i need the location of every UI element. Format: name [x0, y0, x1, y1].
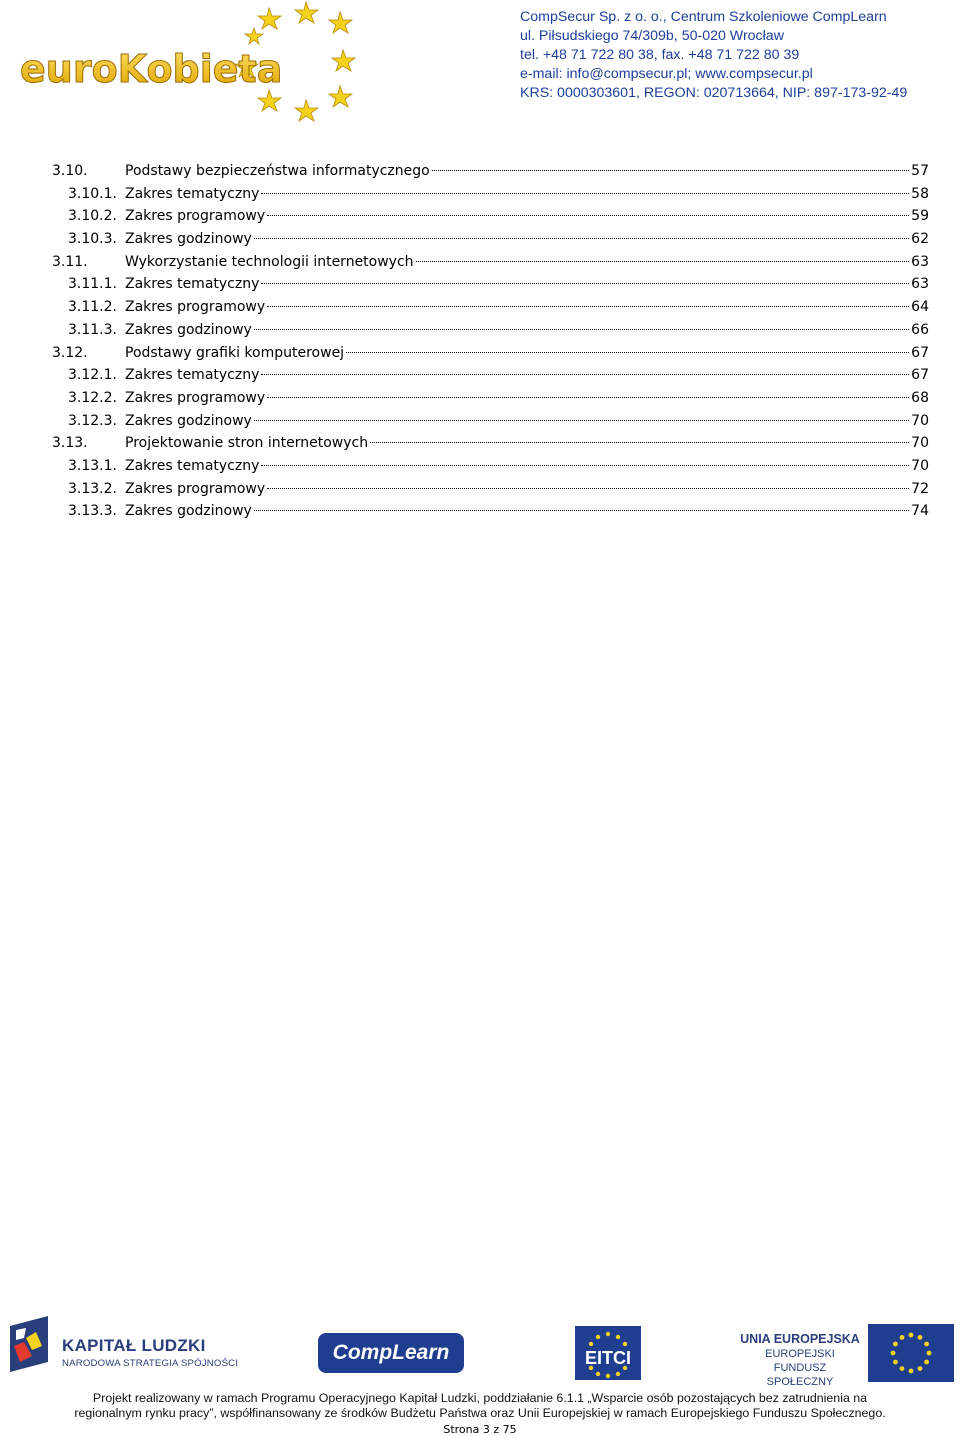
- toc-entry-page: 62: [911, 231, 929, 248]
- ue-title: UNIA EUROPEJSKA: [740, 1332, 860, 1346]
- toc-entry-number: 3.13.3.: [68, 503, 117, 520]
- toc-leader-dots: [254, 329, 909, 330]
- toc-leader-dots: [346, 352, 909, 353]
- toc-entry-page: 72: [911, 480, 929, 497]
- toc-entry-title: Zakres tematyczny: [125, 457, 260, 474]
- toc-entry[interactable]: [52, 500, 929, 523]
- toc-entry-number: 3.11.3.: [68, 321, 117, 338]
- toc-entry-title: Podstawy grafiki komputerowej: [125, 344, 345, 361]
- toc-entry-page: 70: [911, 412, 929, 429]
- toc-entry-page: 57: [911, 163, 929, 179]
- toc-leader-dots: [432, 170, 909, 171]
- toc-entry-title: Zakres tematyczny: [125, 185, 260, 202]
- toc-entry[interactable]: [52, 251, 929, 274]
- toc-entry-number: 3.13.1.: [68, 457, 117, 474]
- toc-entry-number: 3.12.: [52, 344, 88, 361]
- toc-entry[interactable]: [52, 364, 929, 387]
- toc-entry-number: 3.13.: [52, 435, 88, 452]
- toc-leader-dots: [254, 420, 909, 421]
- toc-entry-number: 3.13.2.: [68, 480, 117, 497]
- toc-entry-title: Zakres programowy: [125, 208, 266, 225]
- toc-leader-dots: [254, 238, 909, 239]
- kapital-ludzki-subtitle: NARODOWA STRATEGIA SPÓJNOŚCI: [62, 1358, 239, 1369]
- toc-entry-number: 3.12.3.: [68, 412, 117, 429]
- toc-leader-dots: [267, 306, 909, 307]
- toc-entry-title: Zakres programowy: [125, 389, 266, 406]
- ue-sub-2: FUNDUSZ SPOŁECZNY: [766, 1362, 834, 1388]
- toc-entry-page: 58: [911, 185, 929, 202]
- toc-entry[interactable]: [52, 296, 929, 319]
- company-line: KRS: 0000303601, REGON: 020713664, NIP: 897-173-92-49: [520, 85, 908, 101]
- toc-entry-title: Zakres programowy: [125, 299, 266, 316]
- toc-entry-page: 68: [911, 389, 929, 406]
- toc-entry-title: Zakres tematyczny: [125, 276, 260, 293]
- toc-entry-page: 63: [911, 253, 929, 270]
- toc-entry-title: Zakres godzinowy: [125, 503, 252, 520]
- kapital-ludzki-title: KAPITAŁ LUDZKI: [62, 1336, 206, 1355]
- toc-entry[interactable]: [52, 273, 929, 296]
- toc-entry-number: 3.10.2.: [68, 208, 117, 225]
- toc-entry-page: 70: [911, 435, 929, 452]
- toc-entry-page: 74: [911, 503, 929, 520]
- toc-entry[interactable]: [52, 183, 929, 206]
- company-line: tel. +48 71 722 80 38, fax. +48 71 722 80 39: [520, 47, 800, 63]
- toc-leader-dots: [370, 442, 909, 443]
- toc-entry-page: 67: [911, 367, 929, 384]
- eu-flag-icon: [868, 1324, 954, 1382]
- toc-entry-title: Zakres tematyczny: [125, 367, 260, 384]
- company-line: CompSecur Sp. z o. o., Centrum Szkoleniowe CompLearn: [520, 9, 887, 25]
- toc-leader-dots: [261, 374, 909, 375]
- toc-entry-number: 3.10.3.: [68, 231, 117, 248]
- complearn-logo: CompLearn: [318, 1333, 464, 1373]
- toc-entry[interactable]: [52, 205, 929, 228]
- toc-entry-page: 67: [911, 344, 929, 361]
- toc-entry-title: Zakres programowy: [125, 480, 266, 497]
- toc-entry-number: 3.11.1.: [68, 276, 117, 293]
- toc-entry-number: 3.11.2.: [68, 299, 117, 316]
- project-note: [0, 1391, 960, 1421]
- toc-entry-number: 3.12.1.: [68, 367, 117, 384]
- toc-entry-number: 3.11.: [52, 253, 88, 270]
- toc-entry-page: 59: [911, 208, 929, 225]
- toc-leader-dots: [261, 283, 909, 284]
- toc-entry[interactable]: [52, 387, 929, 410]
- svg-text:euroKobieta: euroKobieta: [20, 47, 283, 91]
- toc-entry-title: Zakres godzinowy: [125, 231, 252, 248]
- toc-entry[interactable]: [52, 342, 929, 365]
- toc-entry-number: 3.12.2.: [68, 389, 117, 406]
- toc-entry-title: Projektowanie stron internetowych: [125, 435, 369, 452]
- toc-leader-dots: [267, 397, 909, 398]
- toc-entry[interactable]: [52, 319, 929, 342]
- toc-entry[interactable]: [52, 410, 929, 433]
- page-number: Strona 3 z 75: [443, 1423, 517, 1436]
- toc-leader-dots: [267, 488, 909, 489]
- toc-entry-title: Zakres godzinowy: [125, 412, 252, 429]
- kapital-ludzki-logo: [62, 1336, 238, 1369]
- eurokobieta-logo-graphic: [14, 0, 359, 128]
- toc-entry-number: 3.10.1.: [68, 185, 117, 202]
- ue-sub-1: EUROPEJSKI: [765, 1348, 835, 1360]
- eitci-logo: [575, 1326, 641, 1380]
- toc-entry-page: 64: [911, 299, 929, 316]
- toc-entry[interactable]: [52, 228, 929, 251]
- toc-leader-dots: [416, 261, 910, 262]
- footer-logos: [0, 1312, 960, 1388]
- toc-entry[interactable]: [52, 455, 929, 478]
- toc-entry-number: 3.10.: [52, 163, 88, 179]
- eurokobieta-logo: [14, 0, 359, 128]
- eitci-label: EITCI: [584, 1348, 631, 1368]
- toc-leader-dots: [267, 215, 909, 216]
- toc-entry[interactable]: [52, 432, 929, 455]
- toc-entry-title: Podstawy bezpieczeństwa informatycznego: [125, 163, 430, 179]
- ue-efs-label: [740, 1331, 860, 1389]
- company-line: e-mail: info@compsecur.pl; www.compsecur.pl: [520, 66, 813, 82]
- kapital-ludzki-icon: [10, 1316, 48, 1372]
- toc-leader-dots: [254, 510, 909, 511]
- toc-entry-title: Zakres godzinowy: [125, 321, 252, 338]
- toc-entry-title: Wykorzystanie technologii internetowych: [125, 253, 414, 270]
- table-of-contents: [52, 160, 929, 523]
- company-line: ul. Piłsudskiego 74/309b, 50-020 Wrocław: [520, 28, 784, 44]
- project-note-line: regionalnym rynku pracy”, współfinansowany ze środków Budżetu Państwa oraz Unii Europejskiej w ramach Europejskiego Funduszu Społecznego.: [74, 1406, 886, 1420]
- toc-entry[interactable]: [52, 478, 929, 501]
- toc-entry[interactable]: [52, 160, 929, 183]
- toc-entry-page: 63: [911, 276, 929, 293]
- company-info: [520, 8, 920, 103]
- toc-entry-page: 66: [911, 321, 929, 338]
- project-note-line: Projekt realizowany w ramach Programu Operacyjnego Kapitał Ludzki, poddziałanie 6.1.1 „Wsparcie osób pozostających bez zatrudnienia na: [92, 1391, 868, 1405]
- toc-leader-dots: [261, 465, 909, 466]
- toc-entry-page: 70: [911, 457, 929, 474]
- toc-leader-dots: [261, 193, 909, 194]
